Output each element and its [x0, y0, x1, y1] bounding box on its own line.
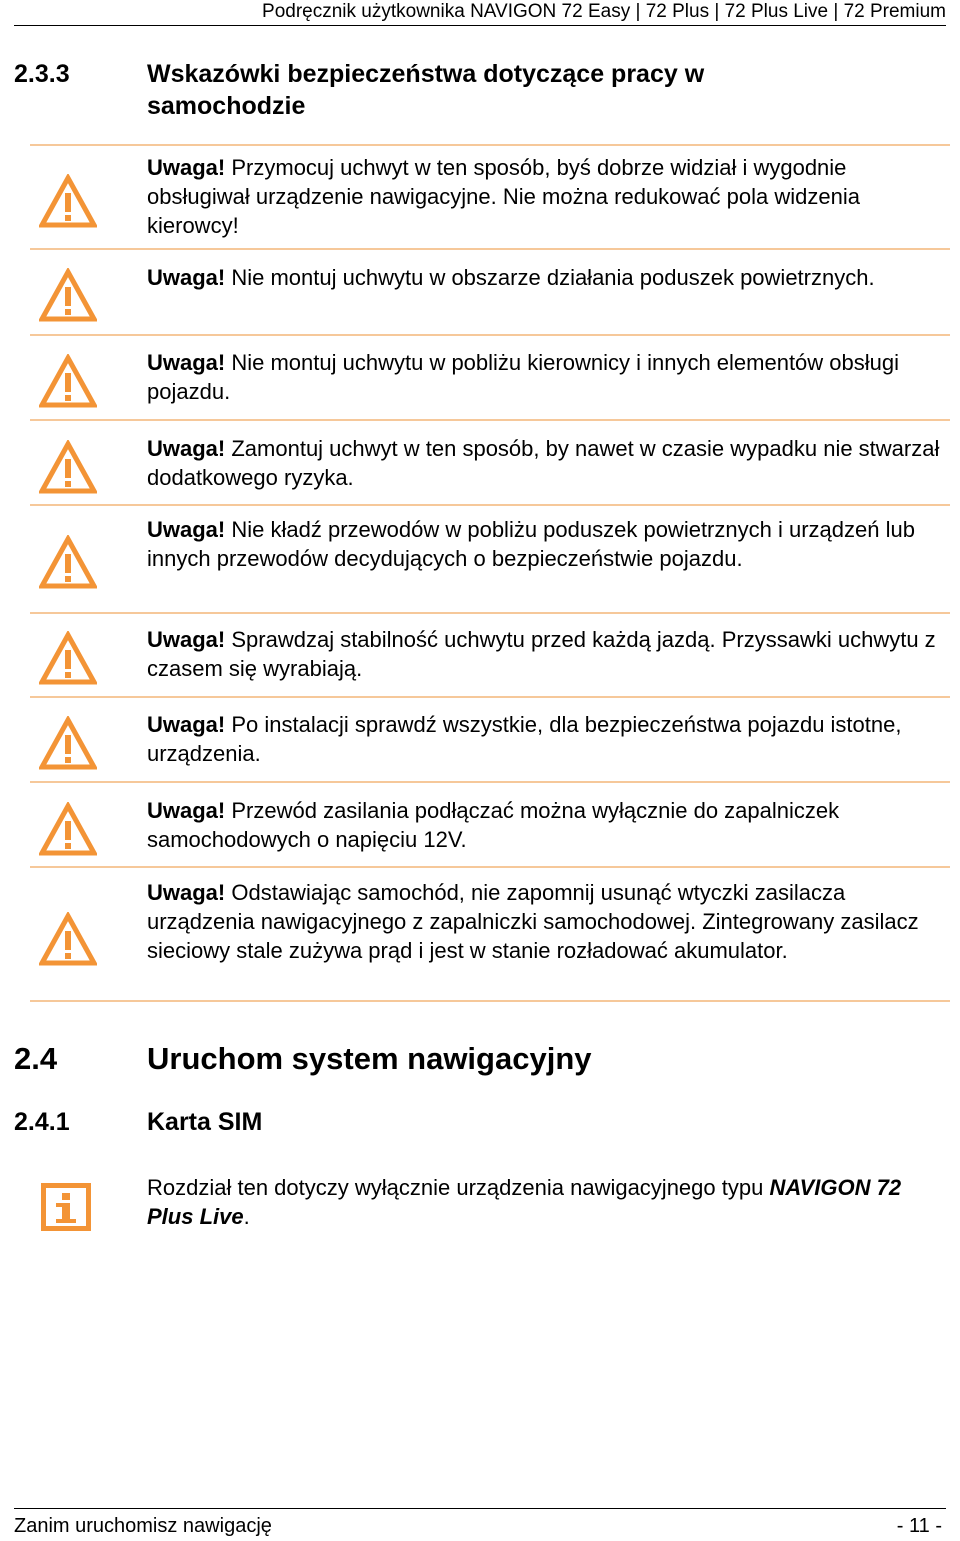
warning-label: Uwaga!: [147, 350, 226, 375]
divider: [30, 696, 950, 698]
divider: [30, 866, 950, 868]
warning-text: [147, 263, 947, 292]
warning-triangle-icon: [39, 268, 97, 322]
page-footer: [14, 1508, 946, 1537]
warning-label: Uwaga!: [147, 798, 226, 823]
info-text: [147, 1173, 937, 1231]
warning-label: Uwaga!: [147, 880, 226, 905]
warning-triangle-icon: [39, 716, 97, 770]
divider: [30, 504, 950, 506]
warning-label: Uwaga!: [147, 265, 226, 290]
warning-triangle-icon: [39, 631, 97, 685]
warning-text: [147, 515, 947, 573]
divider: [30, 781, 950, 783]
divider: [30, 1000, 950, 1002]
warning-label: Uwaga!: [147, 155, 226, 180]
section-title: Wskazówki bezpieczeństwa dotyczące pracy w samochodzie: [147, 60, 705, 120]
warning-text: [147, 348, 947, 406]
info-text-after: .: [243, 1204, 250, 1229]
warning-triangle-icon: [39, 535, 97, 589]
header-title: Podręcznik użytkownika NAVIGON 72 Easy | 72 Plus | 72 Plus Live | 72 Premium: [262, 1, 946, 22]
page-header: [14, 0, 946, 26]
warning-label: Uwaga!: [147, 627, 226, 652]
chapter-number: 2.4: [14, 1041, 58, 1076]
warning-body: Nie montuj uchwytu w pobliżu kierownicy i innych elementów obsługi pojazdu.: [147, 350, 900, 404]
divider: [30, 612, 950, 614]
subsection-number: 2.4.1: [14, 1108, 70, 1136]
divider: [30, 419, 950, 421]
warning-text: [147, 434, 947, 492]
warning-body: Nie montuj uchwytu w obszarze działania poduszek powietrznych.: [225, 265, 875, 290]
warning-body: Zamontuj uchwyt w ten sposób, by nawet w czasie wypadku nie stwarzał dodatkowego ryzyka.: [147, 436, 940, 490]
product-name: NAVIGON 72 Plus Live: [147, 1175, 902, 1229]
warning-text: [147, 878, 947, 965]
warning-body: Po instalacji sprawdź wszystkie, dla bezpieczeństwa pojazdu istotne, urządzenia.: [147, 712, 902, 766]
warning-body: Nie kładź przewodów w pobliżu poduszek powietrznych i urządzeń lub innych przewodów decydujących o bezpieczeństwie pojazdu.: [147, 517, 915, 571]
info-text-before: Rozdział ten dotyczy wyłącznie urządzenia nawigacyjnego typu: [147, 1175, 770, 1200]
warning-triangle-icon: [39, 440, 97, 494]
warning-body: Sprawdzaj stabilność uchwytu przed każdą jazdą. Przyssawki uchwytu z czasem się wyrabiają.: [147, 627, 936, 681]
info-icon: [41, 1183, 91, 1231]
warning-triangle-icon: [39, 174, 97, 228]
warning-triangle-icon: [39, 802, 97, 856]
warning-triangle-icon: [39, 912, 97, 966]
section-number: 2.3.3: [14, 60, 70, 88]
footer-chapter: Zanim uruchomisz nawigację: [14, 1515, 272, 1537]
warning-text: [147, 710, 947, 768]
warning-body: Odstawiając samochód, nie zapomnij usunąć wtyczki zasilacza urządzenia nawigacyjnego z zapalniczki samochodowej. Zintegrowany zasilacz sieciowy stale zużywa prąd i jest w stanie rozładować akumulator.: [147, 880, 919, 963]
warning-text: [147, 153, 947, 240]
warning-triangle-icon: [39, 354, 97, 408]
warning-text: [147, 796, 947, 854]
divider: [30, 144, 950, 146]
divider: [30, 248, 950, 250]
warning-label: Uwaga!: [147, 517, 226, 542]
divider: [30, 334, 950, 336]
subsection-title: Karta SIM: [147, 1108, 263, 1136]
warning-body: Przewód zasilania podłączać można wyłącznie do zapalniczek samochodowych o napięciu 12V.: [147, 798, 840, 852]
page-number: - 11 -: [896, 1515, 942, 1537]
warning-body: Przymocuj uchwyt w ten sposób, byś dobrze widział i wygodnie obsługiwał urządzenie nawigacyjne. Nie można redukować pola widzenia kierowcy!: [147, 155, 860, 238]
warning-label: Uwaga!: [147, 436, 226, 461]
warning-text: [147, 625, 947, 683]
warning-label: Uwaga!: [147, 712, 226, 737]
chapter-title: Uruchom system nawigacyjny: [147, 1041, 592, 1076]
